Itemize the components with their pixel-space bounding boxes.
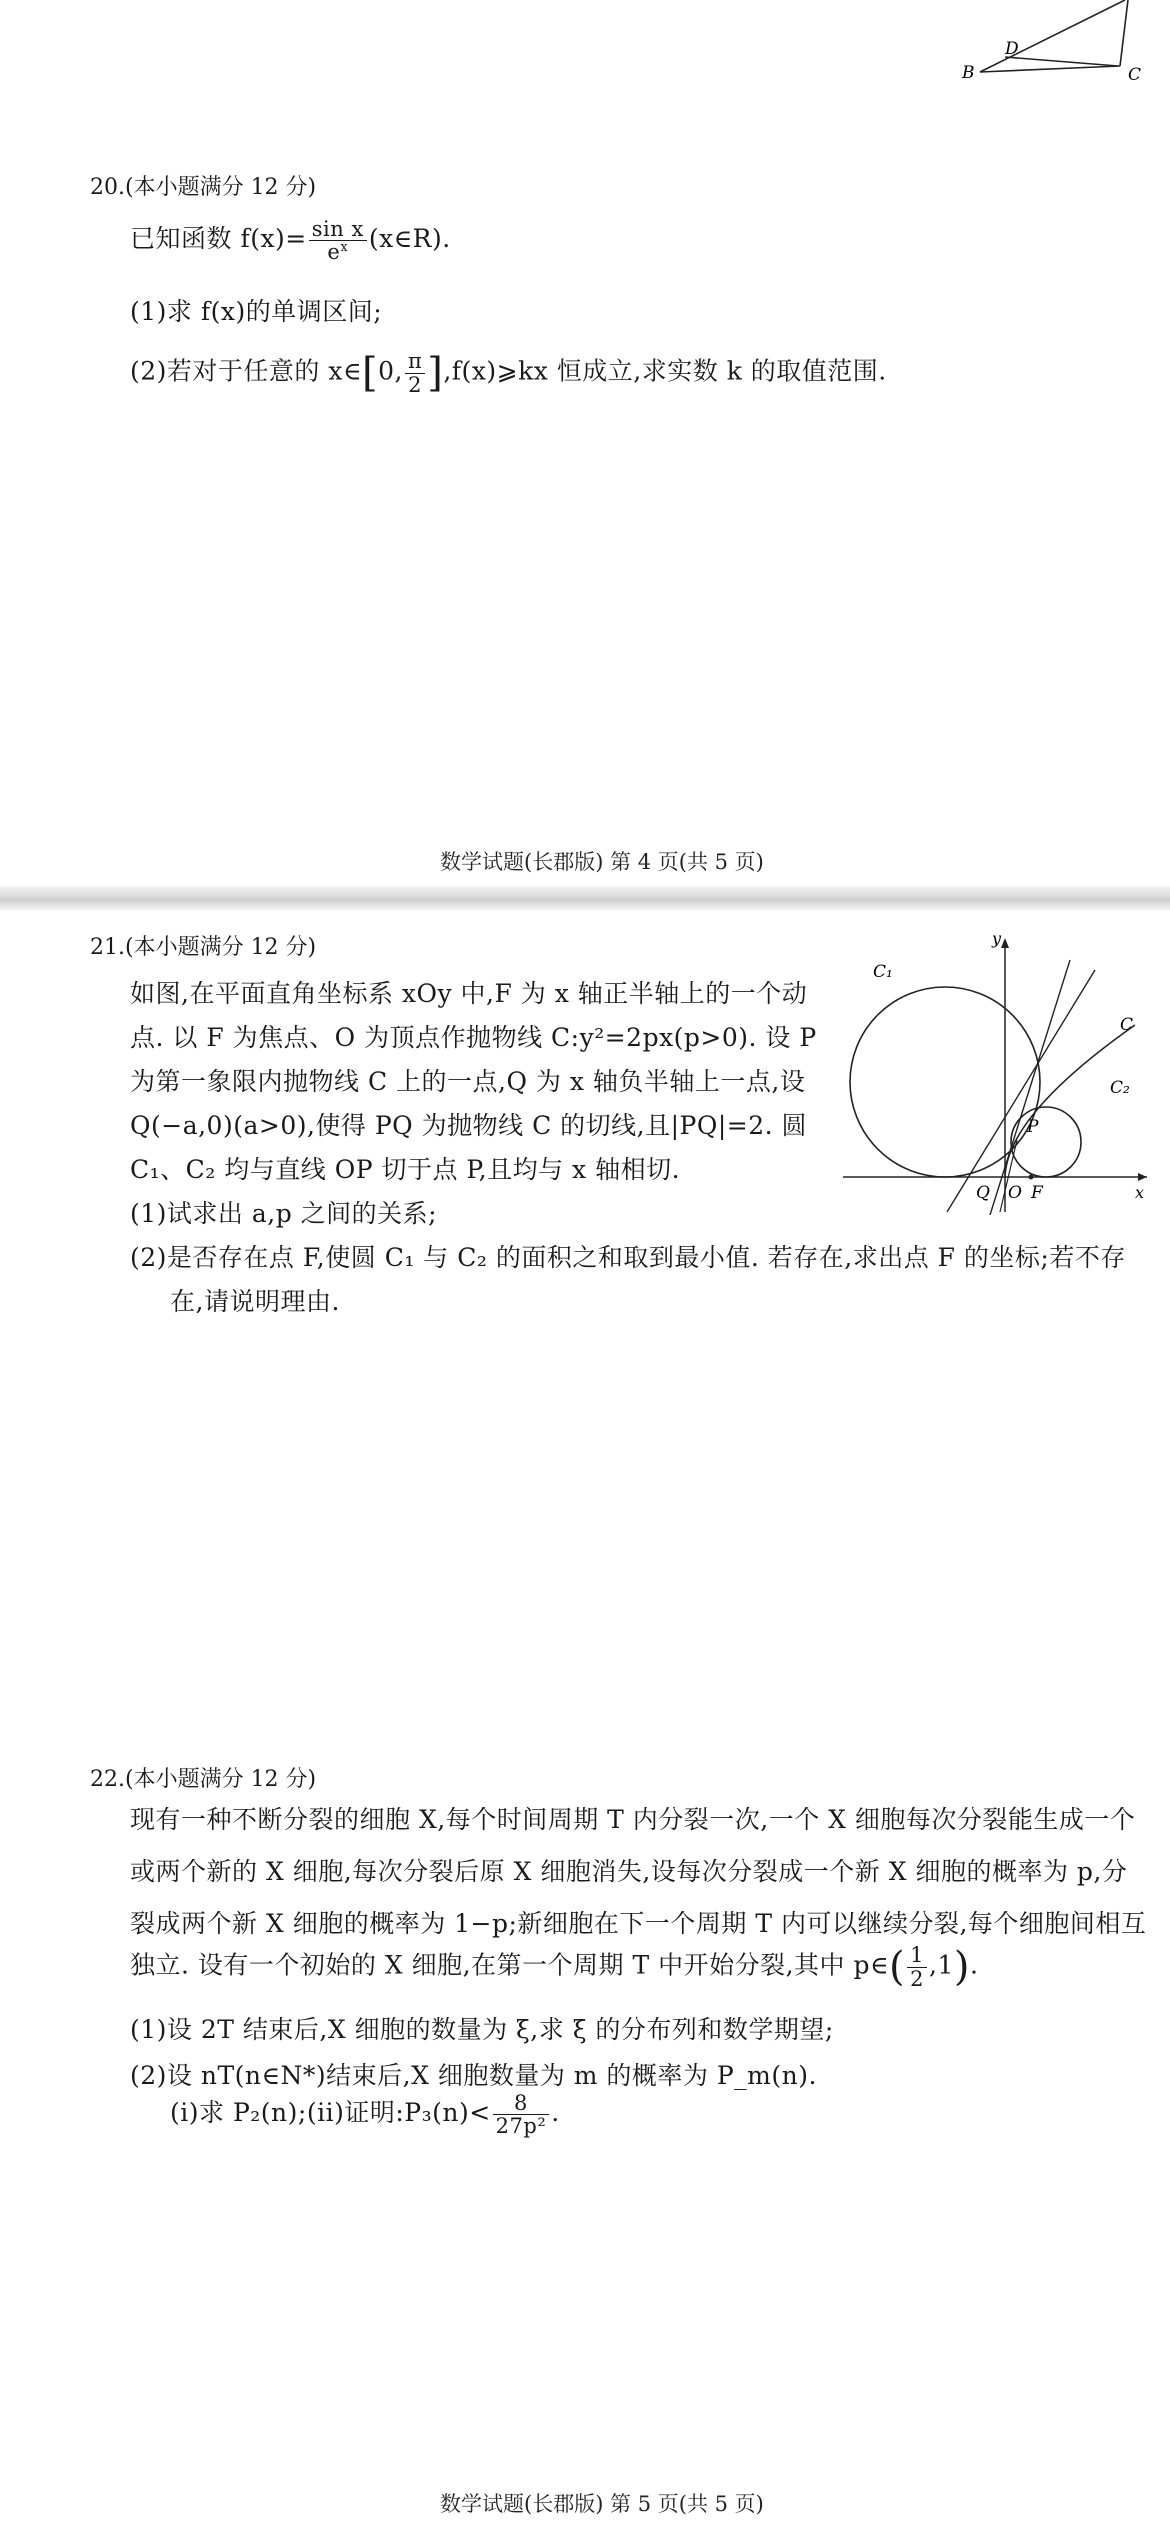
tangent-pq xyxy=(947,970,1095,1212)
q22-sub-frac-den: 27p² xyxy=(495,2114,547,2139)
bracket-left: [ xyxy=(361,350,379,396)
page-5-footer: 数学试题(长郡版) 第 5 页(共 5 页) xyxy=(440,2492,764,2516)
q22-line-2: 或两个新的 X 细胞,每次分裂后原 X 细胞消失,设每次分裂成一个新 X 细胞的概率为 p,分 xyxy=(130,1857,1128,1886)
q22-header: 22.(本小题满分 12 分) xyxy=(90,1767,317,1792)
q21-line-4: Q(−a,0)(a>0),使得 PQ 为抛物线 C 的切线,且|PQ|=2. 圆 xyxy=(130,1111,808,1140)
q20-part2 xyxy=(130,350,887,396)
q21-line-3: 为第一象限内抛物线 C 上的一点,Q 为 x 轴负半轴上一点,设 xyxy=(130,1067,806,1096)
paren-left: ( xyxy=(889,1944,906,1990)
q20-frac-den-base: e xyxy=(327,240,341,265)
point-f xyxy=(1029,1175,1034,1180)
edge-bc xyxy=(980,66,1120,72)
label-c1: C₁ xyxy=(873,962,893,982)
q22-line-1: 现有一种不断分裂的细胞 X,每个时间周期 T 内分裂一次,一个 X 细胞每次分裂能生成一个 xyxy=(130,1805,1136,1834)
q20-header: 20.(本小题满分 12 分) xyxy=(90,175,317,200)
paren-right: ) xyxy=(953,1944,970,1990)
q20-stem-post: (x∈R). xyxy=(368,224,451,254)
y-axis-arrow xyxy=(1001,938,1009,948)
q22-line-3: 裂成两个新 X 细胞的概率为 1−p;新细胞在下一个周期 T 内可以继续分裂,每个细胞间相互 xyxy=(130,1909,1147,1938)
q20-frac-den-sup: x xyxy=(340,240,349,256)
label-d: D xyxy=(1005,39,1019,59)
q20-stem xyxy=(130,218,451,263)
bracket-right: ] xyxy=(427,350,444,396)
q22-line4-frac-den: 2 xyxy=(910,1966,924,1991)
q21-line-1: 如图,在平面直角坐标系 xOy 中,F 为 x 轴正半轴上的一个动 xyxy=(130,979,808,1008)
q22-sub-frac xyxy=(493,2092,550,2137)
q20-part2-pre: (2)若对于任意的 x∈ xyxy=(130,356,362,386)
q20-interval-frac-den: 2 xyxy=(408,372,423,397)
q21-line-5: C₁、C₂ 均与直线 OP 切于点 P,且均与 x 轴相切. xyxy=(130,1155,681,1184)
q20-interval-frac-num: π xyxy=(405,350,425,373)
label-p: P xyxy=(1027,1117,1039,1137)
q22-line-4 xyxy=(130,1944,978,1990)
label-c: C xyxy=(1128,65,1142,85)
q20-fraction xyxy=(309,218,367,263)
q20-part2-post: ,f(x)⩾kx 恒成立,求实数 k 的取值范围. xyxy=(443,356,887,386)
label-q: Q xyxy=(976,1183,990,1203)
q22-line4-frac xyxy=(907,1944,927,1989)
q20-interval-left: 0, xyxy=(378,356,403,386)
q22-line4-pre: 独立. 设有一个初始的 X 细胞,在第一个周期 T 中开始分裂,其中 p∈ xyxy=(130,1950,890,1980)
q21-part2-line1: (2)是否存在点 F,使圆 C₁ 与 C₂ 的面积之和取到最小值. 若存在,求出点 F 的坐标;若不存 xyxy=(130,1243,1126,1272)
circle-c2 xyxy=(1011,1107,1081,1177)
q21-part2-line2: 在,请说明理由. xyxy=(170,1287,340,1316)
parabola-c xyxy=(1005,1025,1135,1177)
page-separator xyxy=(0,886,1170,910)
q22-line4-post: ,1 xyxy=(929,1950,954,1980)
q22-sub-post: . xyxy=(551,2098,560,2128)
q21-figure xyxy=(835,930,1155,1215)
edge-dc xyxy=(1005,57,1118,66)
q22-part1: (1)设 2T 结束后,X 细胞的数量为 ξ,求 ξ 的分布列和数学期望; xyxy=(130,2015,834,2044)
q20-part1: (1)求 f(x)的单调区间; xyxy=(130,297,383,326)
q22-part2: (2)设 nT(n∈N*)结束后,X 细胞数量为 m 的概率为 P_m(n). xyxy=(130,2061,817,2090)
page-4 xyxy=(0,0,1170,886)
label-y: y xyxy=(992,930,1002,948)
q20-interval-frac xyxy=(405,350,425,395)
q20-frac-num: sin x xyxy=(309,218,367,241)
q22-sub-pre: (i)求 P₂(n);(ii)证明:P₃(n)< xyxy=(170,2098,491,2128)
page-4-footer: 数学试题(长郡版) 第 4 页(共 5 页) xyxy=(440,850,764,874)
page-5 xyxy=(0,910,1170,2532)
q21-part1: (1)试求出 a,p 之间的关系; xyxy=(130,1199,438,1228)
label-c2: C₂ xyxy=(1110,1078,1130,1098)
q22-sub xyxy=(170,2092,560,2137)
label-o: O xyxy=(1008,1183,1022,1203)
q20-frac-den xyxy=(309,241,367,263)
label-c: C xyxy=(1120,1015,1134,1035)
q22-line4-period: . xyxy=(969,1950,979,1980)
q21-line-2: 点. 以 F 为焦点、O 为顶点作抛物线 C:y²=2px(p>0). 设 P xyxy=(130,1023,817,1052)
q22-sub-frac-num: 8 xyxy=(493,2092,550,2115)
label-x: x xyxy=(1135,1183,1145,1202)
q22-line4-frac-num: 1 xyxy=(907,1944,927,1967)
triangle-diagram xyxy=(960,0,1170,90)
q20-stem-pre: 已知函数 f(x)= xyxy=(130,224,307,254)
label-f: F xyxy=(1031,1183,1043,1203)
label-b: B xyxy=(962,63,975,83)
q21-header: 21.(本小题满分 12 分) xyxy=(90,935,317,960)
edge-c-up xyxy=(1120,0,1128,66)
x-axis-arrow xyxy=(1138,1173,1147,1181)
